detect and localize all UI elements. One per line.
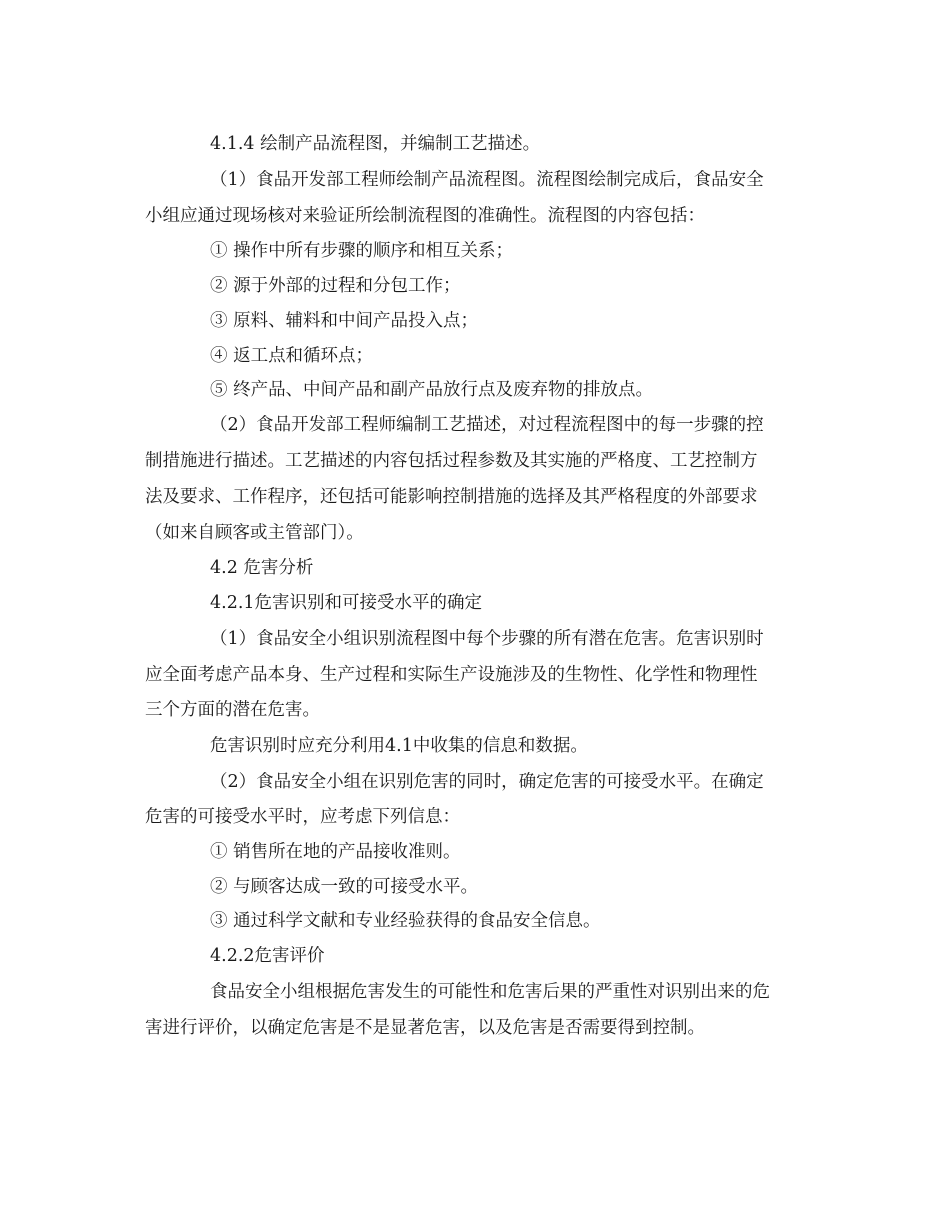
paragraph-line: 制措施进行描述。工艺描述的内容包括过程参数及其实施的严格度、工艺控制方 bbox=[145, 451, 758, 471]
list-item: ② 源于外部的过程和分包工作； bbox=[210, 276, 461, 296]
paragraph-line: 应全面考虑产品本身、生产过程和实际生产设施涉及的生物性、化学性和物理性 bbox=[145, 665, 758, 685]
list-item: ② 与顾客达成一致的可接受水平。 bbox=[210, 877, 479, 897]
list-item: ④ 返工点和循环点； bbox=[210, 346, 374, 366]
paragraph-line: 危害的可接受水平时，应考虑下列信息： bbox=[145, 807, 460, 827]
heading-4-2-1: 4.2.1危害识别和可接受水平的确定 bbox=[210, 593, 483, 613]
list-item: ③ 通过科学文献和专业经验获得的食品安全信息。 bbox=[210, 911, 601, 931]
paragraph-line: （2）食品开发部工程师编制工艺描述，对过程流程图中的每一步骤的控 bbox=[210, 415, 764, 435]
paragraph-line: （1）食品开发部工程师绘制产品流程图。流程图绘制完成后，食品安全 bbox=[210, 170, 764, 190]
paragraph-line: 小组应通过现场核对来验证所绘制流程图的准确性。流程图的内容包括： bbox=[145, 206, 705, 226]
list-item: ⑤ 终产品、中间产品和副产品放行点及废弃物的排放点。 bbox=[210, 380, 654, 400]
list-item: ③ 原料、辅料和中间产品投入点； bbox=[210, 311, 479, 331]
paragraph-line: 食品安全小组根据危害发生的可能性和危害后果的严重性对识别出来的危 bbox=[210, 982, 770, 1002]
paragraph-line: 害进行评价，以确定危害是不是显著危害，以及危害是否需要得到控制。 bbox=[145, 1018, 705, 1038]
paragraph-line: 法及要求、工作程序，还包括可能影响控制措施的选择及其严格程度的外部要求 bbox=[145, 487, 758, 507]
list-item: ① 操作中所有步骤的顺序和相互关系； bbox=[210, 241, 514, 261]
paragraph-line: 危害识别时应充分利用4.1中收集的信息和数据。 bbox=[210, 736, 588, 756]
heading-4-1-4: 4.1.4 绘制产品流程图，并编制工艺描述。 bbox=[210, 134, 541, 154]
paragraph-line: 三个方面的潜在危害。 bbox=[145, 700, 320, 720]
paragraph-line: （如来自顾客或主管部门）。 bbox=[145, 523, 364, 543]
paragraph-line: （1）食品安全小组识别流程图中每个步骤的所有潜在危害。危害识别时 bbox=[210, 629, 764, 649]
heading-4-2-2: 4.2.2危害评价 bbox=[210, 946, 325, 966]
list-item: ① 销售所在地的产品接收准则。 bbox=[210, 842, 461, 862]
heading-4-2: 4.2 危害分析 bbox=[210, 558, 314, 578]
paragraph-line: （2）食品安全小组在识别危害的同时，确定危害的可接受水平。在确定 bbox=[210, 772, 764, 792]
